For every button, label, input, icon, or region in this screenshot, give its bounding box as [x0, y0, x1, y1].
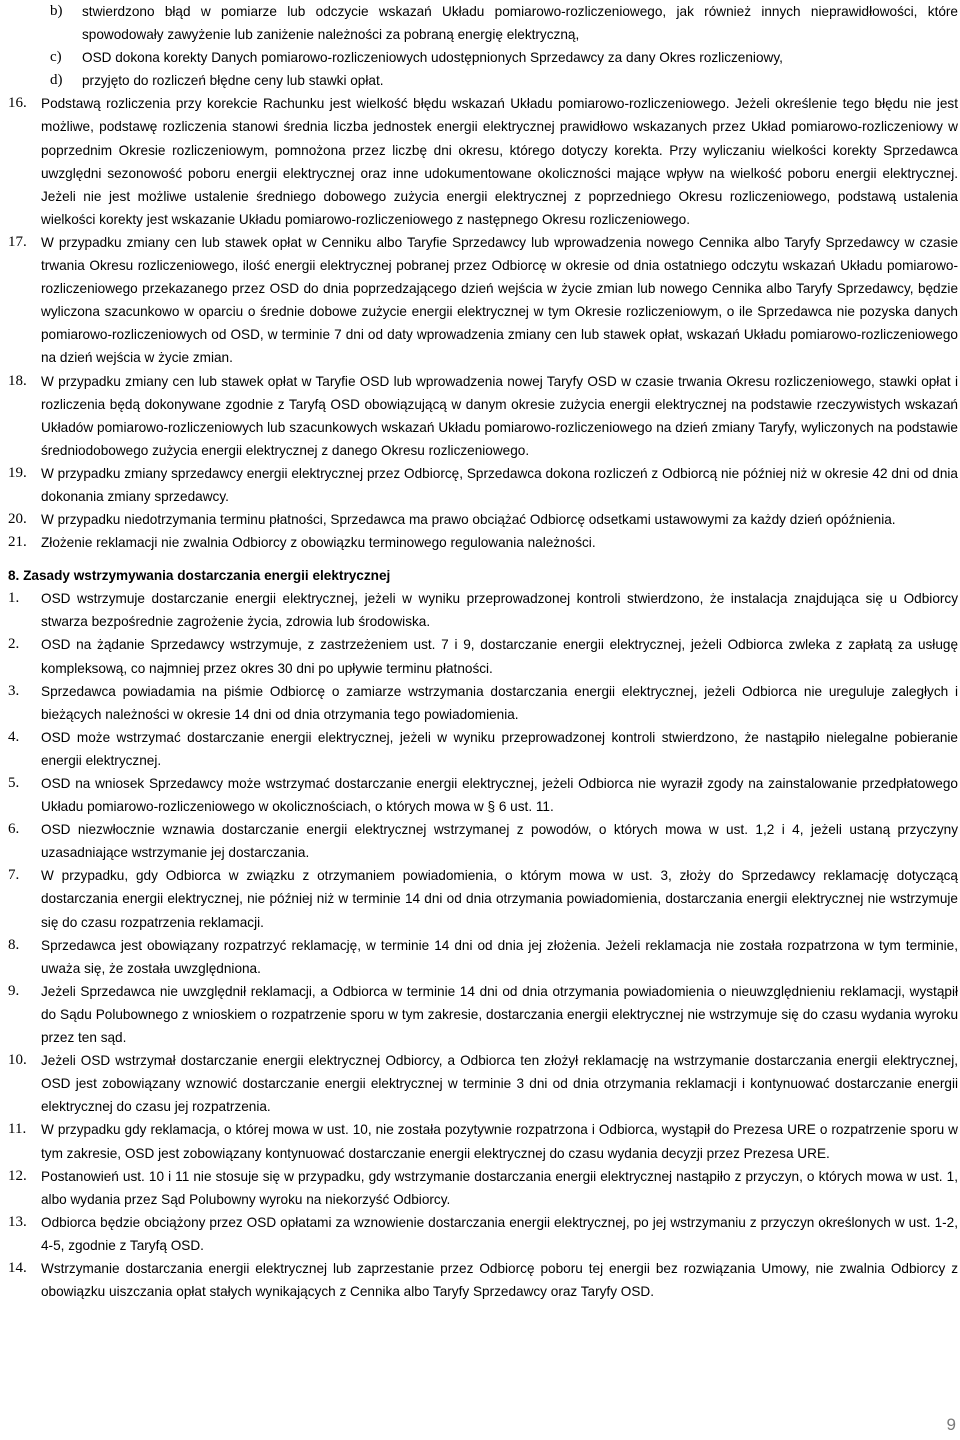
list-item: [8, 864, 958, 933]
item-text: Sprzedawca powiadamia na piśmie Odbiorcę o zamiarze wstrzymania dostarczania energii elektrycznej, jeżeli Odbiorca nie ureguluje zaległych i bieżących należności w okresie 14 dni od dnia otrzymania tego powiadomienia.: [41, 683, 958, 722]
item-number: 21.: [8, 534, 27, 551]
list-item: [8, 370, 958, 462]
item-text: W przypadku niedotrzymania terminu płatności, Sprzedawca ma prawo obciążać Odbiorcę odsetkami ustawowymi za każdy dzień opóźnienia.: [41, 512, 896, 528]
list-item: [8, 1257, 958, 1303]
list-item: [8, 0, 958, 46]
item-number: 16.: [8, 95, 27, 112]
item-text: W przypadku zmiany cen lub stawek opłat w Taryfie OSD lub wprowadzenia nowej Taryfy OSD w czasie trwania Okresu rozliczeniowego, stawki opłat i rozliczenia będą dokonywane zgodnie z Taryfą OSD obowiązującą w danym okresie zużycia energii elektrycznej na podstawie rzeczywistych wskazań Układów pomiarowo-rozliczeniowych lub szacunkowych wskazań Układu pomiarowo-rozliczeniowego na dzień zmiany Taryfy, wyliczonych na podstawie średniodobowego zużycia energii elektrycznej z danego Okresu rozliczeniowego.: [41, 373, 958, 458]
list-item: [8, 1211, 958, 1257]
list-item: [8, 934, 958, 980]
item-text: Odbiorca będzie obciążony przez OSD opłatami za wznowienie dostarczania energii elektrycznej, po jej wstrzymaniu z przyczyn określonych w ust. 1-2, 4-5, zgodnie z Taryfą OSD.: [41, 1214, 958, 1253]
list-item: [8, 980, 958, 1049]
list-item: [8, 531, 958, 554]
document-page: [8, 0, 958, 1303]
item-number: 10.: [8, 1052, 27, 1069]
item-text: przyjęto do rozliczeń błędne ceny lub stawki opłat.: [82, 73, 384, 89]
list-item: [8, 231, 958, 370]
item-text: Wstrzymanie dostarczania energii elektrycznej lub zaprzestanie przez Odbiorcę poboru tej energii bez rozwiązania Umowy, nie zwalnia Odbiorcy z obowiązku uiszczania opłat stałych wynikających z Cennika albo Taryfy Sprzedawcy oraz Taryfy OSD.: [41, 1260, 958, 1300]
list-item: [8, 726, 958, 772]
item-text: Jeżeli OSD wstrzymał dostarczanie energii elektrycznej Odbiorcy, a Odbiorca ten złożył reklamację na wstrzymanie dostarczania energii elektrycznej, OSD jest zobowiązany wznowić dostarczanie energii elektrycznej w terminie 3 dni od dnia otrzymania reklamacji i kontynuować dostarczanie energii elektrycznej do czasu jej rozpatrzenia.: [41, 1053, 958, 1115]
item-text: OSD dokona korekty Danych pomiarowo-rozliczeniowych udostępnionych Sprzedawcy za dany Okres rozliczeniowy,: [82, 50, 783, 66]
list-item: [8, 69, 958, 92]
list-item: [8, 92, 958, 231]
item-number: 1.: [8, 590, 20, 607]
item-number: c): [50, 49, 62, 66]
item-number: b): [50, 3, 63, 19]
list-item: [8, 1049, 958, 1118]
item-number: 11.: [8, 1121, 27, 1138]
list-item: [8, 633, 958, 679]
item-number: 2.: [8, 636, 20, 653]
top-items: [8, 0, 958, 554]
item-number: 12.: [8, 1167, 27, 1184]
list-item: [8, 772, 958, 818]
item-number: 9.: [8, 982, 20, 999]
item-text: Sprzedawca jest obowiązany rozpatrzyć reklamację, w terminie 14 dni od dnia jej złożenia. Jeżeli reklamacja nie została rozpatrzona w tym terminie, uważa się, że została uwzględniona.: [41, 937, 958, 976]
item-text: OSD niezwłocznie wznawia dostarczanie energii elektrycznej wstrzymanej z powodów, o których mowa w ust. 1,2 i 4, jeżeli ustaną przyczyny uzasadniające wstrzymanie jej dostarczania.: [41, 822, 958, 861]
item-text: Jeżeli Sprzedawca nie uwzględnił reklamacji, a Odbiorca w terminie 14 dni od dnia otrzymania powiadomienia o nieuwzględnieniu reklamacji, wystąpił do Sądu Polubownego z wnioskiem o rozpatrzenie sporu w tym zakresie, dostarczania energii elektrycznej nie wstrzymuje się do czasu wydania wyroku przez ten sąd.: [41, 983, 958, 1046]
item-text: OSD wstrzymuje dostarczanie energii elektrycznej, jeżeli w wyniku przeprowadzonej kontroli stwierdzono, że instalacja znajdująca się u Odbiorcy stwarza bezpośrednie zagrożenie życia, zdrowia lub środowiska.: [41, 591, 958, 630]
item-text: W przypadku zmiany cen lub stawek opłat w Cenniku albo Taryfie Sprzedawcy lub wprowadzenia nowego Cennika albo Taryfy Sprzedawcy w czasie trwania Okresu rozliczeniowego, ilość energii elektrycznej pobranej przez Odbiorcę w okresie od dnia ostatniego odczytu wskazań Układu pomiarowo-rozliczeniowego przekazanego przez OSD do dnia poprzedzającego dzień wejścia w życie zmian lub nowego Cennika albo Taryfy Sprzedawcy, będzie wyliczona szacunkowo w oparciu o średnie dobowe zużycie energii elektrycznej w tym Okresie rozliczeniowym, o ile Sprzedawca nie pozyska danych pomiarowo-rozliczeniowych od OSD, w terminie 7 dni od daty wprowadzenia zmiany cen lub stawek opłat, wskazań Układu pomiarowo-rozliczeniowego na dzień wejścia w życie zmian.: [41, 234, 958, 366]
item-text: OSD na żądanie Sprzedawcy wstrzymuje, z zastrzeżeniem ust. 7 i 9, dostarczanie energii elektrycznej, jeżeli Odbiorca zwleka z zapłatą za usługę kompleksową, co najmniej przez okres 30 dni po upływie terminu płatności.: [41, 637, 958, 676]
item-number: d): [50, 72, 63, 89]
item-number: 6.: [8, 821, 20, 838]
item-number: 4.: [8, 728, 20, 745]
section-heading: 8. Zasady wstrzymywania dostarczania energii elektrycznej: [8, 568, 391, 584]
item-text: Złożenie reklamacji nie zwalnia Odbiorcy z obowiązku terminowego regulowania należności.: [41, 535, 596, 551]
item-text: stwierdzono błąd w pomiarze lub odczycie wskazań Układu pomiarowo-rozliczeniowego, jak również innych nieprawidłowości, które spowodowały zawyżenie lub zaniżenie należności za pobraną energię elektryczną,: [82, 4, 958, 43]
item-text: Podstawą rozliczenia przy korekcie Rachunku jest wielkość błędu wskazań Układu pomiarowo-rozliczeniowego. Jeżeli określenie tego błędu nie jest możliwe, podstawę rozliczenia stanowi średnia liczba jednostek energii elektrycznej prawidłowo wskazanych przez Układ pomiarowo-rozliczeniowy w poprzednim Okresie rozliczeniowym, pomnożona przez liczbę dni okresu, którego dotyczy korekta. Przy wyliczaniu wielkości korekty Sprzedawca uwzględni sezonowość poboru energii elektrycznej oraz inne udokumentowane okoliczności mające wpływ na wielkość poboru energii elektrycznej. Jeżeli nie jest możliwe ustalenie średniego dobowego zużycia energii elektrycznej z poprzedniego Okresu rozliczeniowego, podstawą ustalenia wielkości korekty jest wskazanie Układu pomiarowo-rozliczeniowego z następnego Okresu rozliczeniowego.: [41, 96, 958, 227]
item-text: OSD może wstrzymać dostarczanie energii elektrycznej, jeżeli w wyniku przeprowadzonej kontroli stwierdzono, że nastąpiło nielegalne pobieranie energii elektrycznej.: [41, 729, 958, 768]
item-number: 19.: [8, 464, 27, 481]
item-number: 13.: [8, 1213, 27, 1230]
list-item: [8, 818, 958, 864]
list-item: [8, 1118, 958, 1164]
item-number: 7.: [8, 867, 20, 884]
list-item: [8, 1165, 958, 1211]
list-item: [8, 680, 958, 726]
item-text: W przypadku gdy reklamacja, o której mowa w ust. 10, nie została pozytywnie rozpatrzona i Odbiorca, wystąpił do Prezesa URE o rozpatrzenie sporu w tym zakresie, OSD jest zobowiązany kontynuować dostarczanie energii elektrycznej do czasu wydania decyzji przez Prezesa URE.: [41, 1122, 958, 1161]
list-item: [8, 462, 958, 508]
item-number: 8.: [8, 936, 20, 953]
item-text: W przypadku, gdy Odbiorca w związku z otrzymaniem powiadomienia, o którym mowa w ust. 3, złoży do Sprzedawcy reklamację dotyczącą dostarczania energii elektrycznej, nie później niż w terminie 14 dni od dnia otrzymania powiadomienia, dostarczania energii elektrycznej nie wstrzymuje się do czasu rozpatrzenia reklamacji.: [41, 868, 958, 930]
page-number: 9: [946, 1415, 956, 1434]
item-text: OSD na wniosek Sprzedawcy może wstrzymać dostarczanie energii elektrycznej, jeżeli Odbiorca nie wyraził zgody na zainstalowanie przedpłatowego Układu pomiarowo-rozliczeniowego w okolicznościach, o których mowa w § 6 ust. 11.: [41, 776, 958, 815]
list-item: [8, 508, 958, 531]
item-number: 17.: [8, 233, 27, 250]
item-number: 20.: [8, 511, 27, 528]
list-item: [8, 46, 958, 69]
list-item: [8, 587, 958, 633]
section-items: [8, 587, 958, 1303]
item-number: 3.: [8, 682, 20, 699]
item-number: 5.: [8, 775, 20, 791]
item-text: Postanowień ust. 10 i 11 nie stosuje się w przypadku, gdy wstrzymanie dostarczania energii elektrycznej nastąpiło z przyczyn, o których mowa w ust. 1, albo wydania przez Sąd Polubowny wyroku na niekorzyść Odbiorcy.: [41, 1168, 958, 1207]
item-number: 18.: [8, 372, 27, 389]
item-text: W przypadku zmiany sprzedawcy energii elektrycznej przez Odbiorcę, Sprzedawca dokona rozliczeń z Odbiorcą nie później niż w okresie 42 dni od dnia dokonania zmiany sprzedawcy.: [41, 465, 958, 504]
item-number: 14.: [8, 1259, 27, 1276]
